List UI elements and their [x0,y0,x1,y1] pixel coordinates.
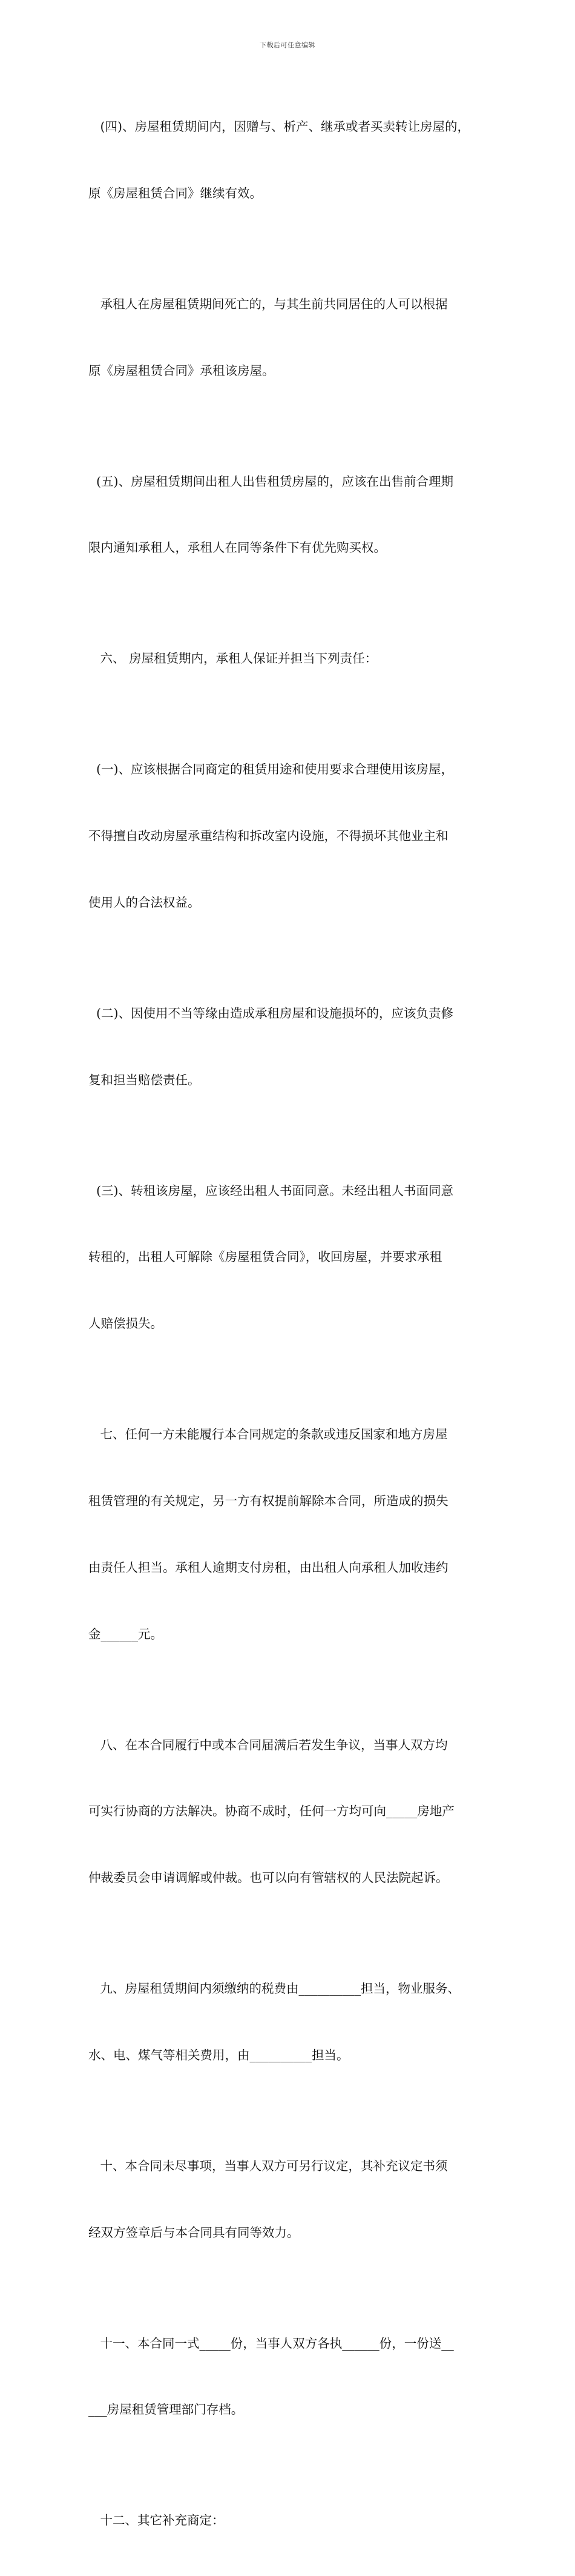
clause-six-two [88,958,498,1136]
text-line: 人赔偿损失。 [88,1316,163,1331]
text-line: 八、在本合同履行中或本合同届满后若发生争议，当事人双方均 [88,1737,448,1752]
clause-five-sale [88,426,498,604]
clause-eight [88,1689,498,1933]
clause-tenant-death [88,249,498,426]
text-line: (一)、应该根据合同商定的租赁用途和使用要求合理使用该房屋， [88,762,454,777]
text-line: 六、 房屋租赁期内，承租人保证并担当下列责任： [88,651,378,666]
clause-seven [88,1379,498,1689]
text-line: 原《房屋租赁合同》继续有效。 [88,185,262,200]
text-line: 九、房屋租赁期间内须缴纳的税费由__________担当，物业服务、 [88,1981,461,1996]
text-line: ___房屋租赁管理部门存档。 [88,2402,244,2417]
clause-six-heading [88,603,498,714]
text-line: 承租人在房屋租赁期间死亡的，与其生前共同居住的人可以根据 [88,296,448,311]
clause-nine [88,1933,498,2111]
page-header-note: 下载后可任意编辑 [260,41,315,49]
text-line: (三)、转租该房屋，应该经出租人书面同意。未经出租人书面同意 [88,1183,454,1198]
text-line: 限内通知承租人，承租人在同等条件下有优先购买权。 [88,540,386,555]
text-line: 原《房屋租赁合同》承租该房屋。 [88,363,275,378]
text-line: 十一、本合同一式_____份，当事人双方各执______份，一份送__ [88,2336,454,2351]
clause-six-three [88,1136,498,1380]
text-line: 可实行协商的方法解决。协商不成时，任何一方均可向_____房地产 [88,1804,455,1819]
text-line: 转租的，出租人可解除《房屋租赁合同》，收回房屋，并要求承租 [88,1250,442,1265]
document-body [88,71,498,2576]
text-line: 七、任何一方未能履行本合同规定的条款或违反国家和地方房屋 [88,1427,448,1442]
text-line: 租赁管理的有关规定，另一方有权提前解除本合同，所造成的损失 [88,1494,448,1508]
text-line: 使用人的合法权益。 [88,895,200,910]
text-line: (二)、因使用不当等缘由造成承租房屋和设施损坏的，应该负责修 [88,1005,454,1021]
text-line: 金______元。 [88,1626,163,1641]
text-line: 复和担当赔偿责任。 [88,1072,200,1087]
text-line: 十二、其它补充商定： [88,2513,225,2528]
clause-four-transfer [88,71,498,249]
text-line: 仲裁委员会申请调解或仲裁。也可以向有管辖权的人民法院起诉。 [88,1870,448,1886]
text-line: (四)、房屋租赁期间内，因赠与、析产、继承或者买卖转让房屋的， [88,119,470,134]
clause-ten [88,2111,498,2288]
text-line: (五)、房屋租赁期间出租人出售租赁房屋的，应该在出售前合理期 [88,474,454,489]
text-line: 十、本合同未尽事项，当事人双方可另行议定，其补充议定书须 [88,2158,448,2173]
text-line: 不得擅自改动房屋承重结构和拆改室内设施，不得损坏其他业主和 [88,829,448,844]
text-line: 经双方签章后与本合同具有同等效力。 [88,2225,300,2240]
text-line: 由责任人担当。承租人逾期支付房租，由出租人向承租人加收违约 [88,1560,448,1575]
text-line: 水、电、煤气等相关费用，由__________担当。 [88,2047,349,2062]
clause-eleven [88,2288,498,2465]
clause-six-one [88,714,498,958]
clause-twelve [88,2465,498,2576]
